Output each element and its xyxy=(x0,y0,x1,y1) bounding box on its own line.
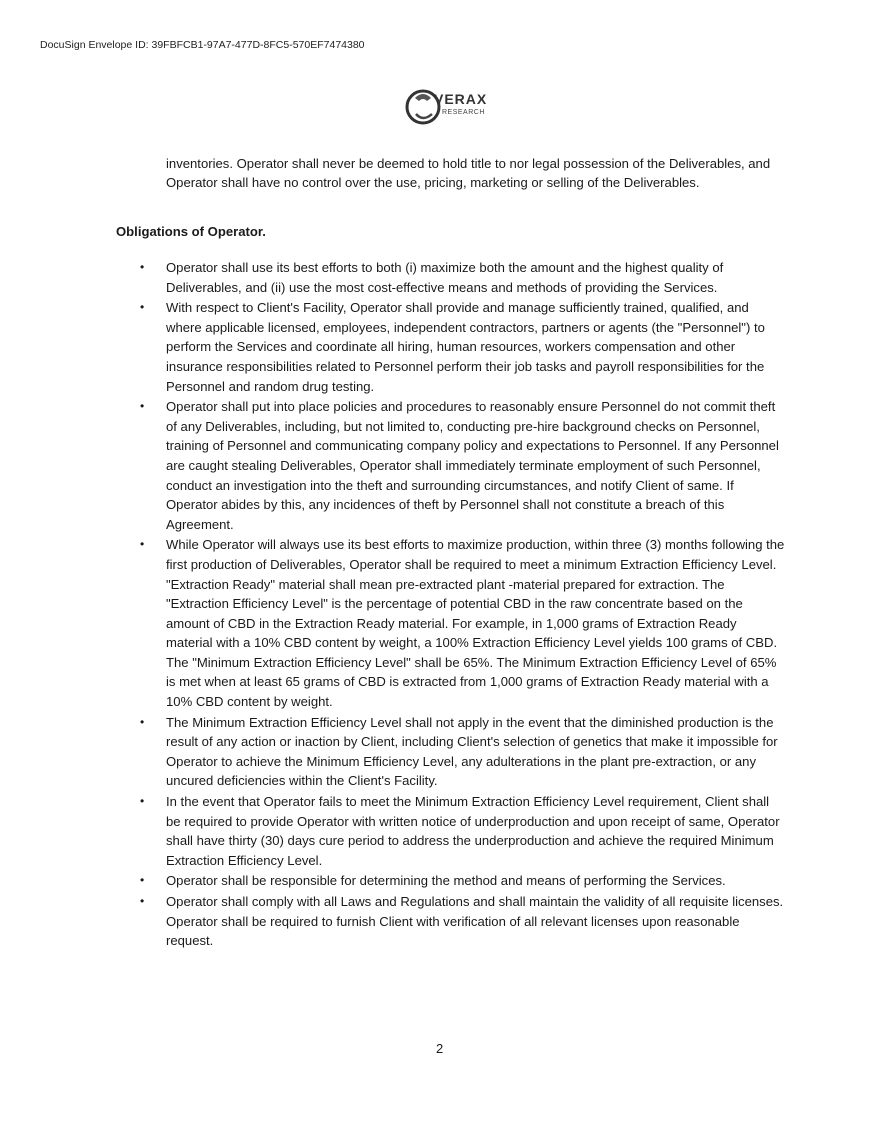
list-item xyxy=(116,397,786,534)
docusign-envelope-id: DocuSign Envelope ID: 39FBFCB1-97A7-477D-8FC5-570EF7474380 xyxy=(40,39,365,51)
bullet-icon: • xyxy=(140,399,145,414)
bullet-icon: • xyxy=(140,794,145,809)
list-item xyxy=(116,535,786,711)
svg-text:VERAX: VERAX xyxy=(434,91,488,107)
list-item xyxy=(116,871,786,891)
bullet-icon: • xyxy=(140,300,145,315)
page-number: 2 xyxy=(436,1041,444,1056)
list-item xyxy=(116,298,786,396)
list-item-text: Operator shall be responsible for determining the method and means of performing the Services. xyxy=(166,873,726,889)
bullet-icon: • xyxy=(140,537,145,552)
section-heading: Obligations of Operator. xyxy=(116,224,266,239)
list-item-text: While Operator will always use its best efforts to maximize production, within three (3) months following the first production of Deliverables, Operator shall be required to meet a minimum Extraction Efficiency Level. "Extraction Ready" material shall mean pre-extracted plant -material prepared for extraction. The "Extraction Efficiency Level" is the percentage of potential CBD in the raw concentrate based on the amount of CBD in the Extraction Ready material. For example, in 1,000 grams of Extraction Ready material with a 10% CBD content by weight, a 100% Extraction Efficiency Level yields 100 grams of CBD. The "Minimum Extraction Efficiency Level" shall be 65%. The Minimum Extraction Efficiency Level of 65% is met when at least 65 grams of CBD is extracted from 1,000 grams of Extraction Ready material with a 10% CBD content by weight. xyxy=(166,537,785,710)
list-item-text: Operator shall use its best efforts to both (i) maximize both the amount and the highest quality of Deliverables, and (ii) use the most cost-effective means and methods of providing the Services. xyxy=(166,260,724,295)
list-item xyxy=(116,792,786,870)
list-item xyxy=(116,892,786,951)
bullet-icon: • xyxy=(140,873,145,888)
svg-text:RESEARCH: RESEARCH xyxy=(442,109,485,116)
list-item-text: With respect to Client's Facility, Operator shall provide and manage sufficiently trained, qualified, and where applicable licensed, employees, independent contractors, partners or agents (the "Personnel") to perform the Services and coordinate all hiring, human resources, workers compensation and other insurance responsibilities related to Personnel perform their job tasks and payroll responsibilities for the Personnel and random drug testing. xyxy=(166,300,765,394)
list-item xyxy=(116,258,786,297)
bullet-icon: • xyxy=(140,894,145,908)
list-item xyxy=(116,713,786,791)
list-item-text: The Minimum Extraction Efficiency Level shall not apply in the event that the diminished production is the result of any action or inaction by Client, including Client's selection of genetics that make it impossible for Operator to achieve the Minimum Efficiency Level, any adulterations in the plant pre-extraction, or any uncured deficiencies within the Client's Facility. xyxy=(166,714,778,789)
obligations-list xyxy=(116,258,786,952)
list-item-text: Operator shall put into place policies and procedures to reasonably ensure Personnel do not commit theft of any Deliverables, including, but not limited to, conducting pre-hire background checks on Personnel, training of Personnel and communicating company policy and expectations to Personnel. If any Personnel are caught stealing Deliverables, Operator shall immediately terminate employment of such Personnel, conduct an investigation into the theft and surrounding circumstances, and notify Client of same. If Operator abides by this, any incidences of theft by Personnel shall not constitute a breach of this Agreement. xyxy=(166,399,779,532)
continued-paragraph: inventories. Operator shall never be deemed to hold title to nor legal possession of the Deliverables, and Operator shall have no control over the use, pricing, marketing or selling of the Deliverables. xyxy=(166,156,771,190)
list-item-text: Operator shall comply with all Laws and Regulations and shall maintain the validity of all requisite licenses. Operator shall be required to furnish Client with verification of all relevant licenses upon reasonable request. xyxy=(166,894,784,949)
verax-research-logo xyxy=(404,84,494,130)
list-item-text: In the event that Operator fails to meet the Minimum Extraction Efficiency Level requirement, Client shall be required to provide Operator with written notice of underproduction and upon receipt of same, Operator shall have thirty (30) days cure period to address the underproduction and achieve the required Minimum Extraction Efficiency Level. xyxy=(166,794,780,868)
bullet-icon: • xyxy=(140,260,145,274)
bullet-icon: • xyxy=(140,714,145,729)
verax-logo-icon xyxy=(404,84,494,130)
